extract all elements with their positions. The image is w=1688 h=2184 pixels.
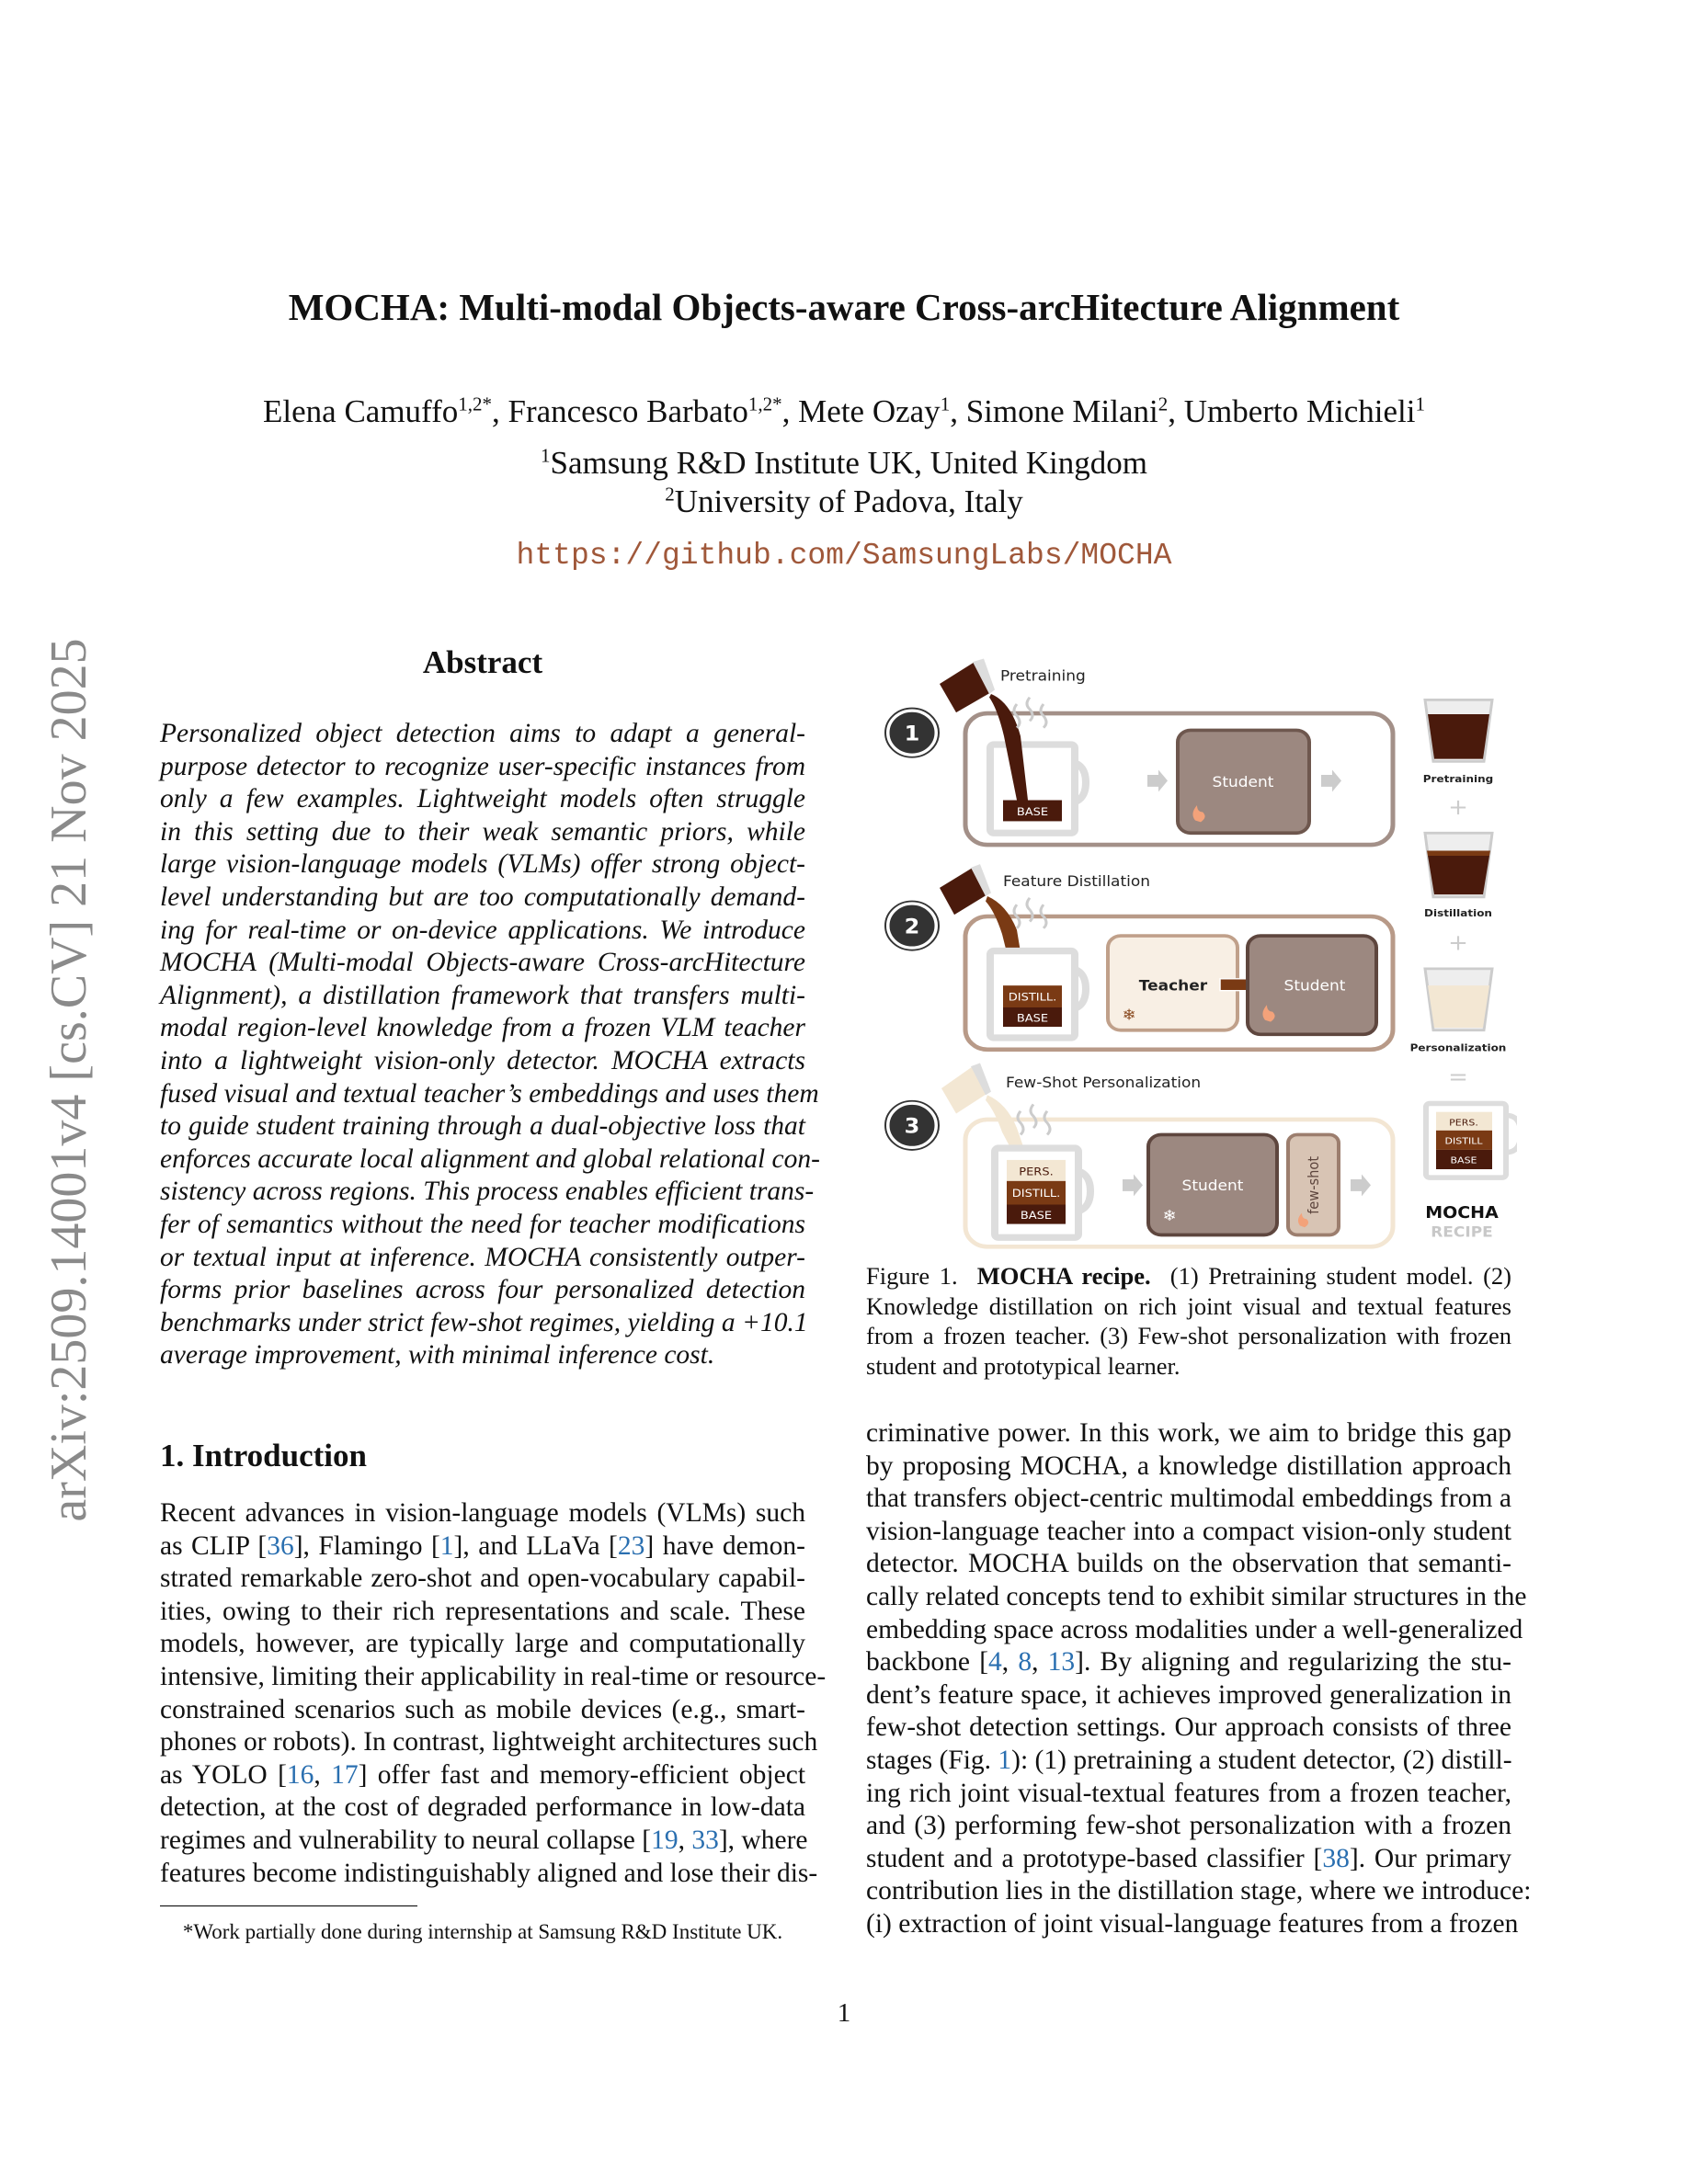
mug-icon — [995, 1148, 1090, 1237]
caption-line — [866, 1261, 1511, 1291]
caption-title: MOCHA recipe. — [976, 1262, 1151, 1290]
intro-heading: 1. Introduction — [160, 1438, 367, 1473]
citation-link[interactable]: 19 — [651, 1825, 679, 1855]
text-line: ing for real-time or on-device applications. We introduce — [160, 915, 805, 945]
snowflake-icon: ❄ — [1122, 1007, 1136, 1025]
affil-mark: 1 — [541, 444, 551, 467]
steam-icon — [1014, 898, 1046, 928]
citation-link[interactable]: 8 — [1018, 1647, 1032, 1678]
text-line: average improvement, with minimal inference cost. — [160, 1340, 715, 1371]
text-line: Alignment), a distillation framework that transfers multi- — [160, 980, 805, 1010]
layer-label: PERS. — [1449, 1117, 1478, 1129]
text-line: fused visual and textual teacher’s embeddings and uses them — [160, 1078, 819, 1109]
text-line: contribution lies in the distillation stage, where we introduce: — [866, 1876, 1532, 1906]
layer-label: DISTILL. — [1008, 990, 1057, 1004]
recipe-legend — [1410, 700, 1517, 1240]
citation-link[interactable]: 1 — [439, 1530, 454, 1561]
author-affil-mark: 1 — [1415, 392, 1425, 415]
text-line: constrained scenarios such as mobile devices (e.g., smart- — [160, 1694, 805, 1724]
citation-link[interactable]: 23 — [617, 1530, 645, 1561]
teacher-label: Teacher — [1138, 977, 1208, 995]
author-name: Umberto Michieli — [1183, 393, 1416, 429]
text-line: sistency across regions. This process enables efficient trans- — [160, 1177, 815, 1207]
legend-label: Personalization — [1409, 1041, 1507, 1054]
layer-label: PERS. — [1019, 1164, 1054, 1178]
author-name: Mete Ozay — [798, 393, 941, 429]
text-line: modal region-level knowledge from a frozen VLM teacher — [160, 1013, 805, 1043]
text-line: ing rich joint visual-textual features from a frozen teacher, — [866, 1778, 1511, 1808]
affil-name: University of Padova, Italy — [674, 483, 1023, 519]
author-name: Elena Camuffo — [263, 393, 459, 429]
author — [508, 393, 798, 429]
mocha-logo: MOCHA — [1425, 1203, 1499, 1223]
text-line: only a few examples. Lightweight models often struggle — [160, 784, 805, 814]
citation-link[interactable]: 33 — [691, 1825, 719, 1855]
affil-mark: 2 — [665, 483, 675, 506]
citation-link[interactable]: 36 — [267, 1530, 294, 1561]
layer-label: BASE — [1016, 804, 1049, 818]
code-link[interactable]: https://github.com/SamsungLabs/MOCHA — [516, 539, 1172, 573]
text-line: features become indistinguishably aligned and lose their dis- — [160, 1858, 818, 1888]
footnote-rule — [160, 1905, 417, 1906]
legend-label: Pretraining — [1422, 772, 1494, 786]
stage-number: 1 — [904, 722, 920, 746]
citation-link[interactable]: 4 — [988, 1647, 1002, 1678]
paper-title: MOCHA: Multi-modal Objects-aware Cross-arcHitecture Alignment — [288, 286, 1400, 328]
stage-3 — [885, 1064, 1393, 1247]
text-line: criminative power. In this work, we aim to bridge this gap — [866, 1418, 1511, 1448]
stage-number: 3 — [904, 1115, 920, 1139]
text-line: MOCHA (Multi-modal Objects-aware Cross-arcHitecture — [160, 948, 805, 978]
text-line: Recent advances in vision-language models (VLMs) such — [160, 1498, 805, 1528]
text-line: detection, at the cost of degraded performance in low-data — [160, 1792, 805, 1823]
mug-icon — [990, 951, 1086, 1038]
mug-icon — [990, 745, 1086, 833]
separator: , — [950, 393, 966, 429]
text-line: ities, owing to their rich representations and scale. These — [160, 1596, 805, 1626]
intro-heading-wrap — [160, 1439, 805, 1473]
text-line: models, however, are typically large and computationally — [160, 1629, 805, 1659]
text-line: stages (Fig. 1): (1) pretraining a student detector, (2) distill- — [866, 1745, 1512, 1775]
stage-number: 2 — [904, 916, 920, 939]
text-line: fer of semantics without the need for teacher modifications — [160, 1209, 805, 1239]
text-line: student and a prototype-based classifier [38]. Our primary — [866, 1843, 1511, 1873]
text-line: phones or robots). In contrast, lightweight architectures such — [160, 1727, 818, 1757]
author-list — [0, 393, 1688, 430]
stage-title: Feature Distillation — [1003, 872, 1151, 890]
text-line: Personalized object detection aims to adapt a general- — [160, 719, 805, 748]
text-line: as YOLO [16, 17] offer fast and memory-efficient object — [160, 1759, 806, 1790]
arrow-right-icon — [1147, 770, 1168, 792]
stage-title: Few-Shot Personalization — [1006, 1074, 1202, 1091]
student-label: Student — [1181, 1177, 1244, 1194]
author-affil-mark: 1 — [940, 392, 951, 415]
text-line: strated remarkable zero-shot and open-vocabulary capabil- — [160, 1564, 805, 1594]
text-line: dent’s feature space, it achieves improved generalization in — [866, 1679, 1511, 1710]
separator: , — [781, 393, 799, 429]
citation-link[interactable]: 16 — [286, 1759, 314, 1790]
layer-label: BASE — [1450, 1155, 1477, 1166]
intro-body-continued — [866, 1417, 1532, 1941]
text-line: vision-language teacher into a compact vision-only student — [866, 1516, 1511, 1546]
text-line: intensive, limiting their applicability in real-time or resource- — [160, 1661, 827, 1691]
text-line: (i) extraction of joint visual-language features from a frozen — [866, 1908, 1519, 1939]
text-line: level understanding but are too computationally demand- — [160, 882, 805, 912]
separator: , — [491, 393, 508, 429]
footnote: *Work partially done during internship at Samsung R&D Institute UK. — [182, 1920, 783, 1943]
author — [1184, 393, 1425, 429]
plus-sign: + — [1448, 929, 1468, 956]
text-line: embedding space across modalities under a well-generalized — [866, 1614, 1523, 1644]
layer-label: DISTILL. — [1011, 1186, 1061, 1200]
text-line: forms prior baselines across four personalized detection — [160, 1275, 805, 1305]
text-line: and (3) performing few-shot personalization with a frozen — [866, 1811, 1511, 1841]
recipe-label: RECIPE — [1431, 1223, 1493, 1241]
citation-link[interactable]: 17 — [331, 1759, 359, 1790]
glass-pretraining-icon — [1425, 700, 1492, 761]
legend-label: Distillation — [1424, 906, 1492, 919]
intro-body — [160, 1497, 827, 1890]
author — [798, 393, 966, 429]
caption-label: Figure 1. — [866, 1262, 958, 1290]
caption-line: student and prototypical learner. — [866, 1351, 1180, 1380]
student-label: Student — [1283, 977, 1346, 995]
figure-caption — [866, 1261, 1511, 1381]
plus-sign: + — [1448, 794, 1468, 820]
snowflake-icon: ❄ — [1162, 1207, 1177, 1225]
text-line: or textual input at inference. MOCHA consistently outper- — [160, 1242, 805, 1272]
abstract-heading: Abstract — [422, 644, 543, 680]
stage-title: Pretraining — [1000, 666, 1086, 685]
author-name: Francesco Barbato — [508, 393, 748, 429]
affiliation — [0, 483, 1688, 520]
text-line: large vision-language models (VLMs) offer strong object- — [160, 849, 805, 880]
abstract-heading-wrap — [160, 646, 805, 679]
author — [966, 393, 1184, 429]
equals-sign: = — [1448, 1064, 1468, 1090]
caption-line: Knowledge distillation on rich joint visual and textual features — [866, 1291, 1511, 1320]
citation-link[interactable]: 38 — [1322, 1843, 1350, 1873]
text-line: into a lightweight vision-only detector. MOCHA extracts — [160, 1045, 805, 1075]
text-line: enforces accurate local alignment and global relational con- — [160, 1143, 820, 1174]
mocha-mug-icon — [1426, 1104, 1517, 1178]
layer-label: DISTILL — [1444, 1135, 1483, 1147]
author-affil-mark: 2 — [1158, 392, 1169, 415]
text-line: as CLIP [36], Flamingo [1], and LLaVa [23] have demon- — [160, 1530, 805, 1561]
text-line: regimes and vulnerability to neural collapse [19, 33], where — [160, 1825, 808, 1855]
stage-1 — [885, 659, 1393, 846]
abstract-body — [160, 718, 820, 1372]
text-line: backbone [4, 8, 13]. By aligning and regularizing the stu- — [866, 1647, 1511, 1678]
glass-personalization-icon — [1425, 969, 1492, 1030]
text-line: detector. MOCHA builds on the observation that semanti- — [866, 1549, 1511, 1579]
text-line: to guide student training through a dual-objective loss that — [160, 1111, 805, 1142]
author-affil-mark: 1,2* — [747, 392, 782, 415]
page-number: 1 — [837, 1998, 851, 2028]
stage-2 — [885, 864, 1393, 1050]
figure-1-mocha-recipe — [855, 643, 1517, 1250]
arxiv-stamp: arXiv:2509.14001v4 [cs.CV] 21 Nov 2025 — [40, 638, 97, 1522]
author-name: Simone Milani — [965, 393, 1158, 429]
citation-link[interactable]: 13 — [1047, 1647, 1076, 1678]
text-line: cally related concepts tend to exhibit similar structures in the — [866, 1581, 1527, 1611]
glass-distillation-icon — [1425, 833, 1492, 897]
arrow-right-icon — [1321, 770, 1341, 792]
affiliation — [0, 445, 1688, 482]
text-line: by proposing MOCHA, a knowledge distillation approach — [866, 1450, 1511, 1481]
layer-label: BASE — [1020, 1208, 1053, 1222]
text-line: few-shot detection settings. Our approach consists of three — [866, 1712, 1511, 1743]
figure-link[interactable]: 1 — [998, 1745, 1012, 1775]
layer-label: BASE — [1016, 1011, 1049, 1025]
few-shot-label: few-shot — [1305, 1155, 1323, 1214]
arrow-right-icon — [1351, 1175, 1371, 1197]
text-line: benchmarks under strict few-shot regimes, yielding a +10.1 — [160, 1307, 808, 1337]
author — [263, 393, 508, 429]
author-affil-mark: 1,2* — [458, 392, 492, 415]
text-line: that transfers object-centric multimodal embeddings from a — [866, 1484, 1511, 1514]
caption-line: from a frozen teacher. (3) Few-shot personalization with frozen — [866, 1322, 1511, 1350]
text-line: in this setting due to their weak semantic priors, while — [160, 816, 805, 847]
separator: , — [1168, 393, 1184, 429]
student-label: Student — [1212, 773, 1274, 791]
arrow-right-icon — [1123, 1175, 1143, 1197]
caption-text: (1) Pretraining student model. (2) — [1169, 1262, 1511, 1290]
text-line: purpose detector to recognize user-specific instances from — [160, 751, 805, 781]
affil-name: Samsung R&D Institute UK, United Kingdom — [550, 445, 1147, 481]
